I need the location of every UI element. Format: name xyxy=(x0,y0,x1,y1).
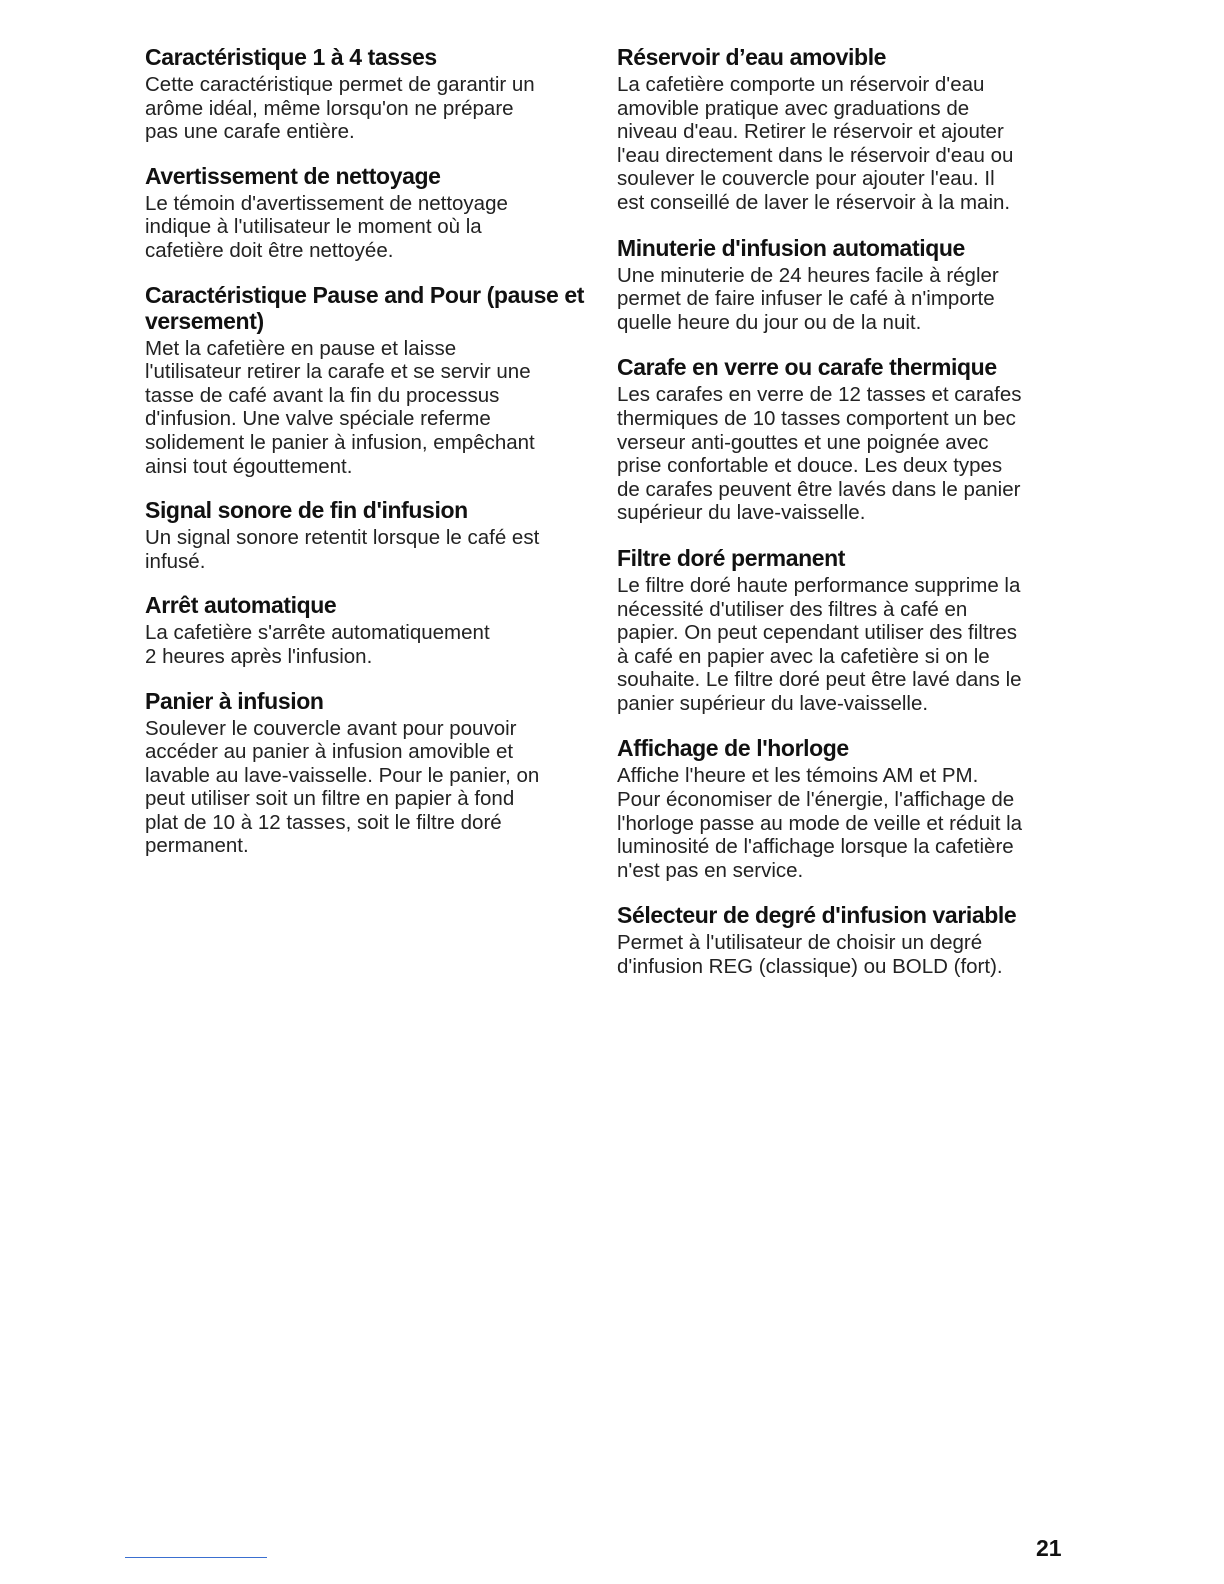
section-body: Permet à l'utilisateur de choisir un degré d'infusion REG (classique) ou BOLD (fort). xyxy=(617,931,1003,979)
section-body: Met la cafetière en pause et laisse l'utilisateur retirer la carafe et se servir une tasse de café avant la fin du processus d'infusion. Une valve spéciale referme solidement le panier à infusion, empêchant ainsi tout égouttement. xyxy=(145,336,535,478)
section-heading: Carafe en verre ou carafe thermique xyxy=(617,354,997,381)
section-signal-sonore xyxy=(145,497,595,573)
page-number: 21 xyxy=(1036,1535,1062,1561)
section-carafe xyxy=(617,354,1077,525)
section-heading: Avertissement de nettoyage xyxy=(145,162,441,189)
section-pause-and-pour xyxy=(145,282,595,479)
section-affichage-horloge xyxy=(617,735,1077,882)
right-column xyxy=(617,44,1077,999)
section-body: Le filtre doré haute performance supprime la nécessité d'utiliser des filtres à café en papier. On peut cependant utiliser des filtres à café en papier avec la cafetière si on le souhaite. Le filtre doré peut être lavé dans le panier supérieur du lave-vaisselle. xyxy=(617,573,1022,715)
section-body: Cette caractéristique permet de garantir un arôme idéal, même lorsqu'on ne prépare pas une carafe entière. xyxy=(145,73,535,144)
section-heading: Sélecteur de degré d'infusion variable xyxy=(617,902,1017,929)
section-body: Le témoin d'avertissement de nettoyage indique à l'utilisateur le moment où la cafetière doit être nettoyée. xyxy=(145,191,508,262)
section-heading: Signal sonore de fin d'infusion xyxy=(145,497,468,524)
section-panier-infusion xyxy=(145,688,595,859)
section-heading: Affichage de l'horloge xyxy=(617,735,849,762)
section-body: Affiche l'heure et les témoins AM et PM. Pour économiser de l'énergie, l'affichage de l'horloge passe au mode de veille et réduit la luminosité de l'affichage lorsque la cafetière n'est pas en service. xyxy=(617,764,1023,882)
section-1-a-4-tasses xyxy=(145,44,595,144)
section-body: Soulever le couvercle avant pour pouvoir accéder au panier à infusion amovible et lavable au lave-vaisselle. Pour le panier, on peut utiliser soit un filtre en papier à fond plat de 10 à 12 tasses, soit le filtre doré permanent. xyxy=(145,716,540,858)
section-heading: Caractéristique Pause and Pour (pause et versement) xyxy=(145,281,585,334)
footer-rule xyxy=(125,1557,267,1558)
section-body: Une minuterie de 24 heures facile à régler permet de faire infuser le café à n'importe quelle heure du jour ou de la nuit. xyxy=(617,263,999,334)
section-minuterie xyxy=(617,235,1077,335)
section-heading: Filtre doré permanent xyxy=(617,544,846,571)
section-body: La cafetière comporte un réservoir d'eau amovible pratique avec graduations de niveau d'eau. Retirer le réservoir et ajouter l'eau directement dans le réservoir d'eau ou soulever le couvercle pour ajouter l'eau. Il est conseillé de laver le réservoir à la main. xyxy=(617,73,1014,214)
section-filtre-dore xyxy=(617,545,1077,716)
section-body: Les carafes en verre de 12 tasses et carafes thermiques de 10 tasses comportent un bec verseur anti-gouttes et une poignée avec prise confortable et douce. Les deux types de carafes peuvent être lavés dans le panier supérieur du lave-vaisselle. xyxy=(617,383,1022,525)
section-body: Un signal sonore retentit lorsque le café est infusé. xyxy=(145,526,540,573)
section-reservoir-eau xyxy=(617,44,1077,215)
section-body: La cafetière s'arrête automatiquement 2 heures après l'infusion. xyxy=(145,621,490,668)
section-arret-automatique xyxy=(145,592,595,668)
section-avertissement-nettoyage xyxy=(145,163,595,263)
section-heading: Arrêt automatique xyxy=(145,592,337,619)
section-selecteur-degre xyxy=(617,902,1077,978)
section-heading: Réservoir d’eau amovible xyxy=(617,44,887,70)
section-heading: Minuterie d'infusion automatique xyxy=(617,234,965,261)
section-heading: Caractéristique 1 à 4 tasses xyxy=(145,44,437,70)
section-heading: Panier à infusion xyxy=(145,687,324,714)
left-column xyxy=(145,44,595,877)
